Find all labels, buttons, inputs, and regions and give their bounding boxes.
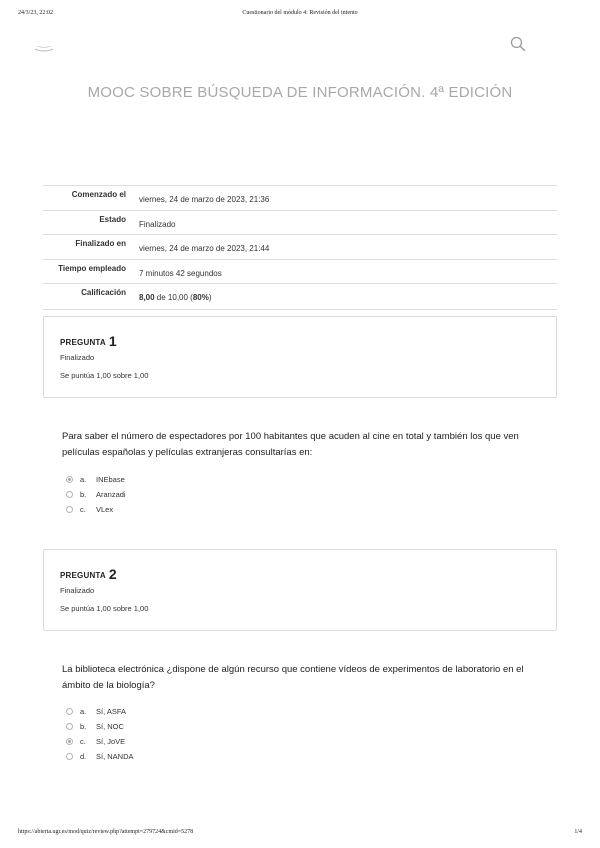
summary-label: Finalizado en (75, 239, 126, 248)
radio-button[interactable] (66, 476, 73, 483)
summary-row-grade (43, 284, 557, 310)
question-info-box (43, 549, 557, 631)
grade-close: ) (208, 293, 212, 302)
question-num: 2 (108, 566, 117, 582)
answer-text: Sí, NOC (96, 722, 124, 731)
print-page-number: 1/4 (574, 829, 582, 835)
summary-label: Tiempo empleado (58, 263, 126, 273)
answer-option[interactable] (66, 487, 126, 502)
print-datetime: 24/3/23, 22:02 (18, 10, 54, 16)
answer-text: INEbase (96, 475, 125, 484)
summary-value: Finalizado (139, 219, 176, 229)
summary-label: Estado (99, 214, 126, 224)
summary-row-state (43, 211, 557, 236)
answer-letter: a. (80, 475, 87, 484)
logo-icon[interactable] (34, 40, 54, 52)
answer-option[interactable] (66, 472, 126, 487)
answer-list (66, 472, 126, 517)
answer-list (66, 704, 134, 764)
answer-text: Sí, JoVE (96, 737, 126, 746)
answer-option[interactable] (66, 502, 126, 517)
radio-button[interactable] (66, 491, 73, 498)
print-page-title: Cuestionario del módulo 4: Revisión del intento (242, 10, 358, 16)
answer-letter: b. (80, 490, 87, 499)
summary-value: viernes, 24 de marzo de 2023, 21:44 (139, 244, 270, 253)
answer-option[interactable] (66, 704, 134, 719)
answer-text: Sí, NANDA (96, 752, 134, 761)
question-text: Para saber el número de espectadores por 100 habitantes que acuden al cine en total y también los que ven películas españolas y películas extranjeras consultarías en: (62, 431, 519, 458)
summary-row-started (43, 186, 557, 211)
answer-text: Sí, ASFA (96, 707, 127, 716)
summary-label: Comenzado el (71, 190, 126, 199)
site-title[interactable]: MOOC SOBRE BÚSQUEDA DE INFORMACIÓN. 4ª EDICIÓN (87, 84, 513, 101)
answer-letter: b. (80, 722, 87, 731)
answer-option[interactable] (66, 749, 134, 764)
radio-button[interactable] (66, 506, 73, 513)
question-number (60, 566, 117, 582)
summary-value: viernes, 24 de marzo de 2023, 21:36 (139, 195, 270, 204)
grade-value (126, 284, 212, 309)
question-state: Finalizado (60, 353, 95, 362)
print-url: https://abierta.ugr.es/mod/quiz/review.php?attempt=279724&cmid=5278 (18, 829, 194, 835)
question-text: La biblioteca electrónica ¿dispone de algún recurso que contiene vídeos de experimentos de laboratorio en el ámbito de la biología? (62, 664, 524, 691)
question-label: PREGUNTA (60, 571, 106, 580)
question-grade: Se puntúa 1,00 sobre 1,00 (60, 371, 149, 380)
answer-letter: c. (80, 505, 86, 514)
print-footer (0, 829, 600, 839)
radio-button[interactable] (66, 738, 73, 745)
question-num: 1 (108, 333, 117, 349)
radio-button[interactable] (66, 753, 73, 760)
grade-of: de 10,00 ( (154, 293, 193, 302)
print-header (0, 10, 600, 22)
answer-letter: c. (80, 737, 86, 746)
question-number (60, 333, 117, 349)
answer-option[interactable] (66, 719, 134, 734)
answer-letter: a. (80, 707, 87, 716)
answer-text: VLex (96, 505, 114, 514)
question-grade: Se puntúa 1,00 sobre 1,00 (60, 604, 149, 613)
search-icon[interactable] (510, 36, 526, 52)
grade-score: 8,00 (139, 293, 155, 302)
radio-button[interactable] (66, 708, 73, 715)
summary-row-time (43, 260, 557, 285)
question-state: Finalizado (60, 586, 95, 595)
summary-value: 7 minutos 42 segundos (139, 268, 222, 278)
answer-option[interactable] (66, 734, 134, 749)
question-label: PREGUNTA (60, 338, 106, 347)
summary-label: Calificación (81, 288, 126, 297)
answer-letter: d. (80, 752, 87, 761)
grade-percent: 80% (192, 293, 209, 302)
radio-button[interactable] (66, 723, 73, 730)
attempt-summary-table (43, 185, 557, 310)
summary-row-finished (43, 235, 557, 260)
question-info-box (43, 316, 557, 398)
answer-text: Aranzadi (96, 490, 126, 499)
